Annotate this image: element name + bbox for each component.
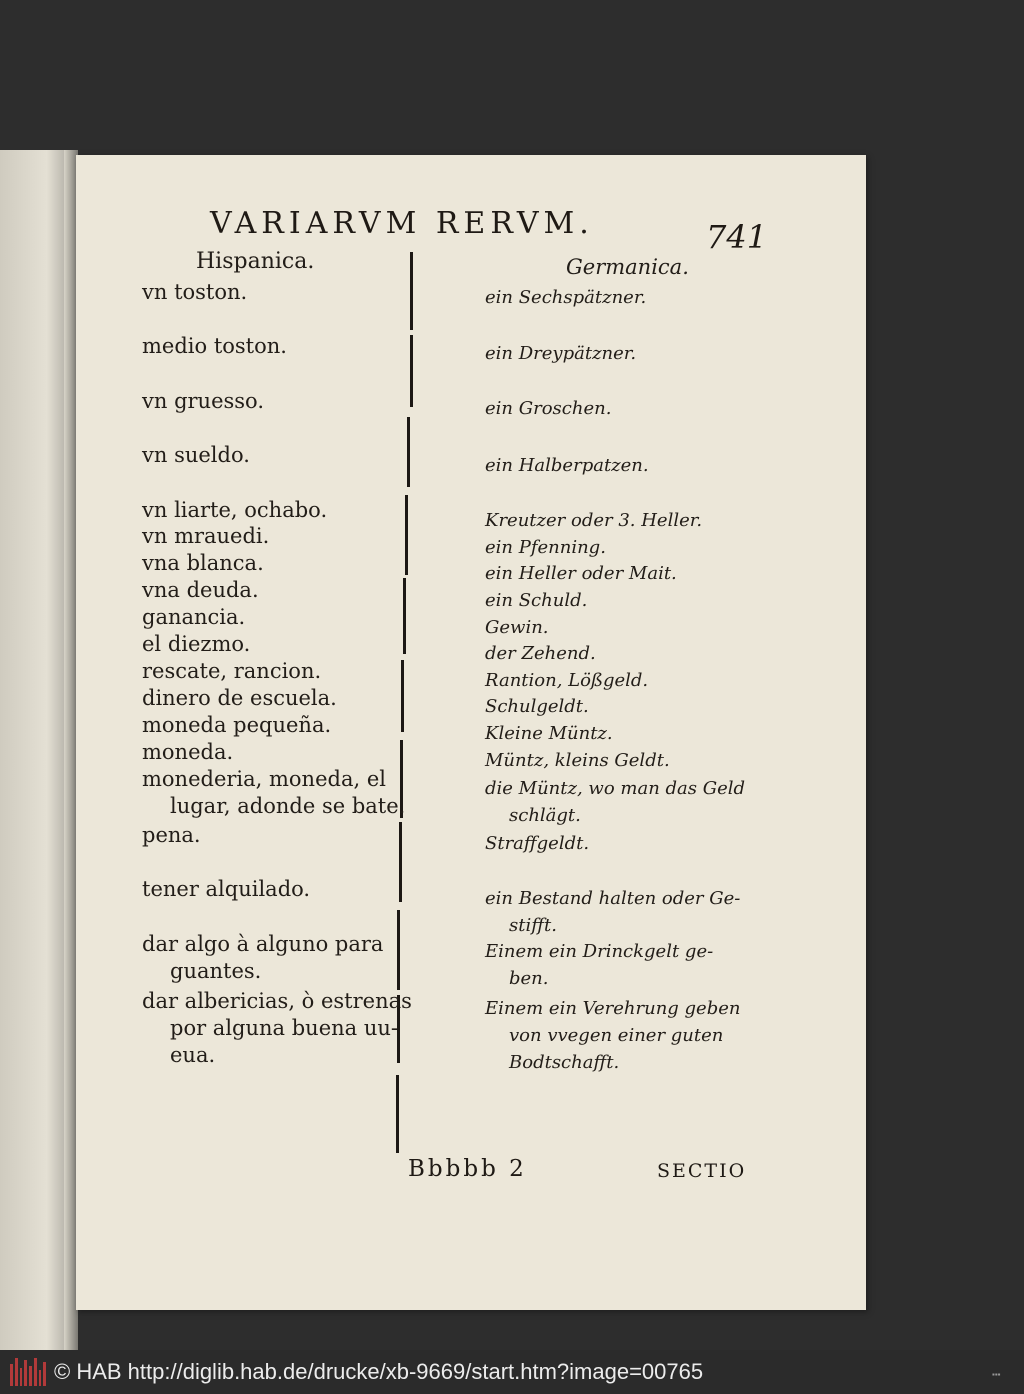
german-term-line: ein Schuld. [485,590,588,611]
german-term-line: Bodtschafft. [509,1052,620,1073]
german-term-line: von vvegen einer guten [509,1025,724,1046]
corner-logo-icon: ▪▪▪ [992,1370,1001,1379]
german-term [485,938,755,992]
spanish-term-line: tener alquilado. [142,877,311,901]
running-head: VARIARVM RERVM. [210,206,594,241]
spanish-term-line: dar algo à alguno para [142,932,384,956]
german-term [485,775,755,829]
spanish-term-line: vn sueldo. [142,443,250,467]
spanish-term-line: dar albericias, ò estrenas [142,989,412,1013]
german-term [485,340,755,367]
spanish-term-line: monederia, moneda, el [142,767,386,791]
german-term [485,885,755,939]
german-term-line: ein Dreypätzner. [485,343,637,364]
spanish-term-line: pena. [142,823,201,847]
spanish-term-line: por alguna buena uu- [170,1016,398,1040]
german-term [485,693,755,720]
german-term-line: Rantion, Lößgeld. [485,670,649,691]
spanish-term-line: ganancia. [142,605,246,629]
spanish-term [142,631,400,658]
spanish-term [142,604,400,631]
spanish-term-line: vn toston. [142,280,248,304]
spanish-term-line: moneda pequeña. [142,713,332,737]
spanish-term-line: lugar, adonde se bate. [170,794,406,818]
spanish-term-line: vna blanca. [142,551,264,575]
spanish-term [142,442,400,469]
german-term [485,560,755,587]
spanish-term-line: vn mrauedi. [142,524,270,548]
german-term-line: schlägt. [509,805,581,826]
column-rule [403,578,406,654]
german-term [485,995,755,1076]
spanish-term [142,550,400,577]
spanish-term-line: medio toston. [142,334,287,358]
column-rule [410,335,413,407]
spanish-term [142,523,400,550]
german-term-line: ein Halberpatzen. [485,455,649,476]
column-rule [407,417,410,487]
german-term-line: die Müntz, wo man das Geld [485,778,746,799]
german-term [485,614,755,641]
german-term-line: Straffgeldt. [485,833,590,854]
german-term-line: ein Heller oder Mait. [485,563,677,584]
german-term [485,830,755,857]
german-term-line: Einem ein Drinckgelt ge- [485,941,714,962]
spanish-term [142,685,400,712]
spanish-term [142,497,400,524]
column-rule [396,1075,399,1153]
column-rule [401,660,404,732]
spanish-term [142,822,400,849]
spanish-term [142,931,400,985]
german-term-line: ein Pfenning. [485,537,606,558]
german-term [485,587,755,614]
spanish-term-line: vn gruesso. [142,389,265,413]
german-term-line: der Zehend. [485,643,596,664]
german-term-line: ein Sechspätzner. [485,287,647,308]
german-term [485,534,755,561]
spanish-term [142,712,400,739]
spanish-term-line: vna deuda. [142,578,259,602]
column-head-spanish: Hispanica. [196,249,315,274]
german-term-line: ein Groschen. [485,398,612,419]
catchword: SECTIO [657,1160,747,1182]
german-term [485,452,755,479]
spanish-term [142,739,400,766]
german-term-line: Gewin. [485,617,549,638]
spanish-term [142,279,400,306]
spanish-term [142,577,400,604]
german-term-line: Kleine Müntz. [485,723,613,744]
spanish-term-line: rescate, rancion. [142,659,322,683]
signature-mark: Bbbbb 2 [408,1156,527,1182]
german-term-line: stifft. [509,915,557,936]
spanish-term-line: el diezmo. [142,632,251,656]
spanish-term [142,766,406,820]
spanish-term-line: eua. [170,1043,216,1067]
german-term-line: Einem ein Verehrung geben [485,998,741,1019]
german-term-line: ein Bestand halten oder Ge- [485,888,741,909]
german-term [485,640,755,667]
german-term-line: ben. [509,968,549,989]
spanish-term-line: guantes. [170,959,262,983]
spanish-term-line: moneda. [142,740,234,764]
spanish-term [142,388,400,415]
spanish-term [142,333,400,360]
spanish-term-line: vn liarte, ochabo. [142,498,328,522]
german-term [485,507,755,534]
spanish-term [142,988,412,1069]
column-head-german: Germanica. [566,255,689,279]
german-term-line: Kreutzer oder 3. Heller. [485,510,703,531]
german-term [485,747,755,774]
german-term-line: Schulgeldt. [485,696,589,717]
spanish-term [142,658,400,685]
german-term-line: Müntz, kleins Geldt. [485,750,670,771]
copyright-credit: © HAB http://diglib.hab.de/drucke/xb-9669/start.htm?image=00765 [54,1359,704,1384]
page-number: 741 [706,218,768,256]
german-term [485,667,755,694]
spanish-term [142,876,400,903]
spanish-term-line: dinero de escuela. [142,686,337,710]
german-term [485,720,755,747]
hab-logo-icon [10,1356,46,1386]
german-term [485,395,755,422]
german-term [485,284,755,311]
column-rule [405,495,408,575]
column-rule [410,252,413,330]
